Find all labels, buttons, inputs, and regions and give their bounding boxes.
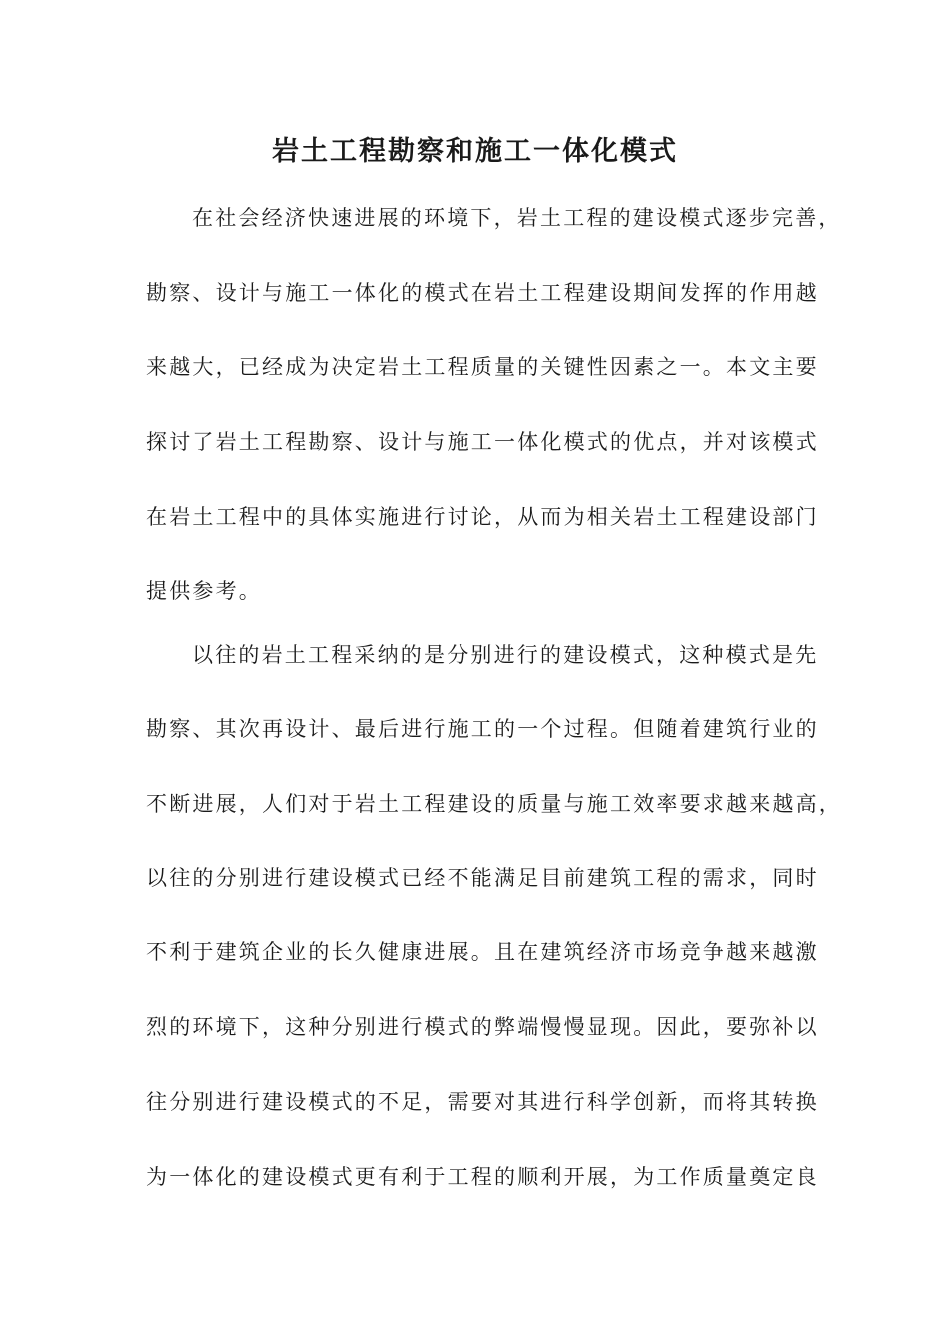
paragraph-2-line-7: 往分别进行建设模式的不足，需要对其进行科学创新，而将其转换 (146, 1090, 819, 1114)
paragraph-2-line-2: 勘察、其次再设计、最后进行施工的一个过程。但随着建筑行业的 (146, 717, 819, 741)
paragraph-2-line-1: 以往的岩土工程采纳的是分别进行的建设模式，这种模式是先 (192, 643, 819, 667)
paragraph-2-line-8: 为一体化的建设模式更有利于工程的顺利开展，为工作质量奠定良 (146, 1165, 819, 1189)
paragraph-1-line-4: 探讨了岩土工程勘察、设计与施工一体化模式的优点，并对该模式 (146, 430, 819, 454)
paragraph-1-line-3: 来越大，已经成为决定岩土工程质量的关键性因素之一。本文主要 (146, 355, 819, 379)
paragraph-1-line-1: 在社会经济快速进展的环境下，岩土工程的建设模式逐步完善， (192, 206, 842, 230)
paragraph-1-line-5: 在岩土工程中的具体实施进行讨论，从而为相关岩土工程建设部门 (146, 505, 819, 529)
paragraph-2-line-3: 不断进展，人们对于岩土工程建设的质量与施工效率要求越来越高， (146, 792, 842, 816)
paragraph-1-line-2: 勘察、设计与施工一体化的模式在岩土工程建设期间发挥的作用越 (146, 281, 819, 305)
paragraph-2-line-4: 以往的分别进行建设模式已经不能满足目前建筑工程的需求，同时 (146, 866, 819, 890)
paragraph-1-line-6: 提供参考。 (146, 579, 262, 603)
paragraph-2-line-6: 烈的环境下，这种分别进行模式的弊端慢慢显现。因此，要弥补以 (146, 1015, 819, 1039)
paragraph-2-line-5: 不利于建筑企业的长久健康进展。且在建筑经济市场竞争越来越激 (146, 940, 819, 964)
document-title: 岩土工程勘察和施工一体化模式 (272, 136, 678, 167)
